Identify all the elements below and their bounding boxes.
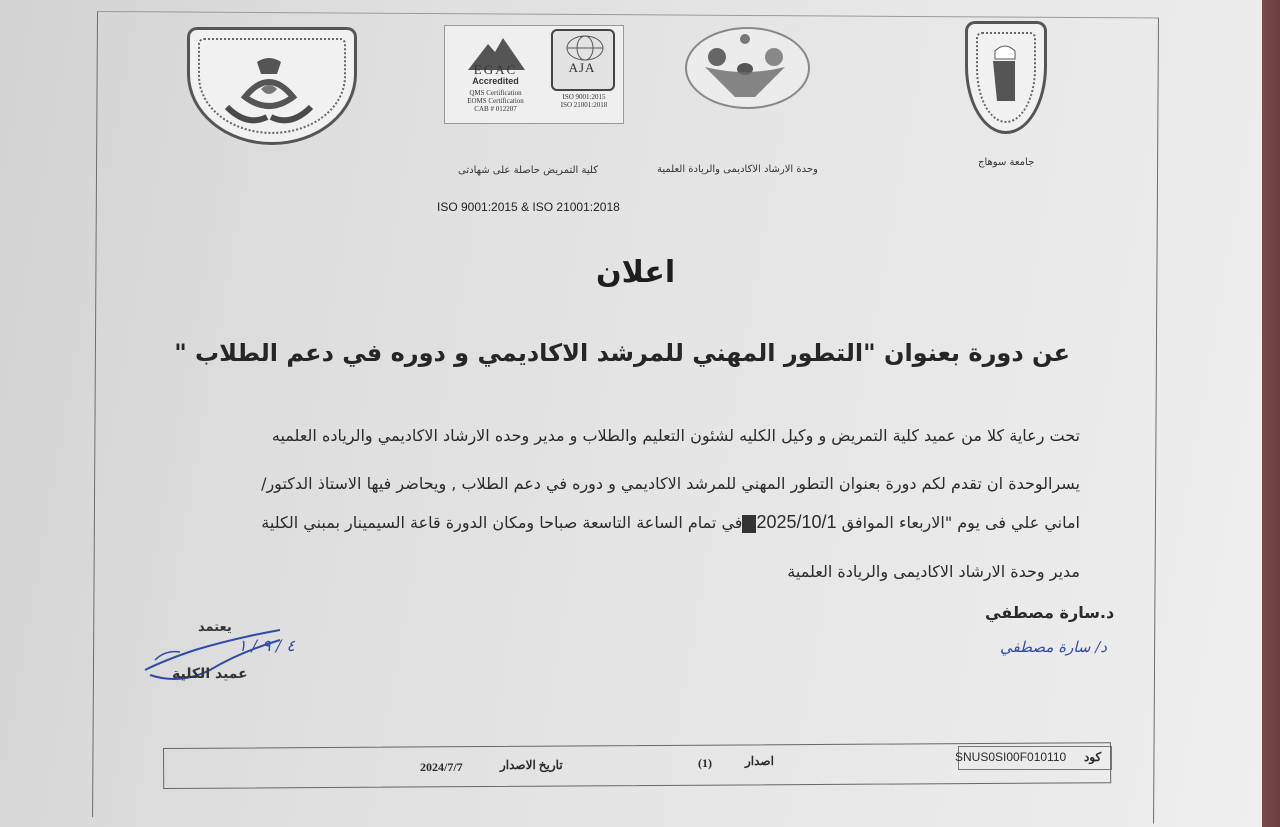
handwritten-signature: د/ سارة مصطفي xyxy=(1000,638,1107,656)
course-title: عن دورة بعنوان "التطور المهني للمرشد الاكاديمي و دوره في دعم الطلاب " xyxy=(174,339,1070,367)
version-label: اصدار xyxy=(745,754,774,768)
handwritten-date: ٤ / ٩ / ١ xyxy=(238,636,295,655)
egac-title: EGAC xyxy=(473,62,518,77)
body-line-2: يسرالوحدة ان تقدم لكم دورة بعنوان التطور المهني للمرشد الاكاديمي و دوره في دعم الطلاب , ويحاضر فيها الاستاذ الدكتور/ xyxy=(261,474,1080,493)
globe-icon xyxy=(555,33,611,63)
egac-line-1: QMS Certification xyxy=(469,89,522,97)
people-emblem-icon xyxy=(685,27,806,105)
version-value: (1) xyxy=(698,756,712,770)
table-backdrop xyxy=(1262,0,1280,827)
body-line-1: تحت رعاية كلا من عميد كلية التمريض و وكيل الكليه لشئون التعليم والطلاب و مدير وحده الارشاد الاكاديمي والرياده العلميه xyxy=(271,426,1080,445)
iso-certification-line: ISO 9001:2015 & ISO 21001:2018 xyxy=(437,200,620,214)
body-line-3-end: في تمام الساعة التاسعة صباحا ومكان الدورة قاعة السيمينار بمبني الكلية xyxy=(261,513,743,532)
university-caption: جامعة سوهاج xyxy=(978,157,1035,168)
nursing-emblem-icon xyxy=(187,27,351,139)
academic-advising-unit-logo xyxy=(685,27,810,109)
egac-line-3: CAB # 012207 xyxy=(474,105,517,113)
aja-title: AJA xyxy=(568,60,596,75)
signatory-name: د.سارة مصطفي xyxy=(985,603,1115,622)
code-label: كود xyxy=(1084,750,1102,764)
nursing-caption: كلية التمريض حاصلة على شهادتى xyxy=(458,165,598,176)
egac-line-2: EOMS Certification xyxy=(467,97,524,105)
egac-subtitle: Accredited xyxy=(472,76,519,86)
aja-line-2: ISO 21001:2018 xyxy=(560,101,608,109)
redaction-mark xyxy=(742,515,756,533)
dean-label: عميد الكلية xyxy=(172,666,248,682)
aja-line-1: ISO 9001:2015 xyxy=(562,93,606,101)
aja-logo xyxy=(551,29,615,91)
issue-date-label: تاريخ الاصدار xyxy=(500,758,563,772)
body-line-4: مدير وحدة الارشاد الاكاديمى والريادة العلمية xyxy=(787,562,1080,581)
unit-caption: وحدة الارشاد الاكاديمى والريادة العلمية xyxy=(657,164,818,175)
issue-date-value: 2024/7/7 xyxy=(420,760,463,774)
code-value: SNUS0SI00F010110 xyxy=(955,750,1067,764)
faculty-of-nursing-logo xyxy=(187,27,357,145)
approval-label: يعتمد xyxy=(198,620,232,635)
sohag-university-logo xyxy=(965,21,1047,134)
announcement-title: اعلان xyxy=(596,255,676,290)
body-line-3-start: اماني علي فى يوم "الاربعاء الموافق xyxy=(836,513,1080,532)
university-emblem-icon xyxy=(965,21,1041,128)
course-date: 2025/10/1 xyxy=(756,512,837,532)
body-line-3 xyxy=(261,512,1080,533)
